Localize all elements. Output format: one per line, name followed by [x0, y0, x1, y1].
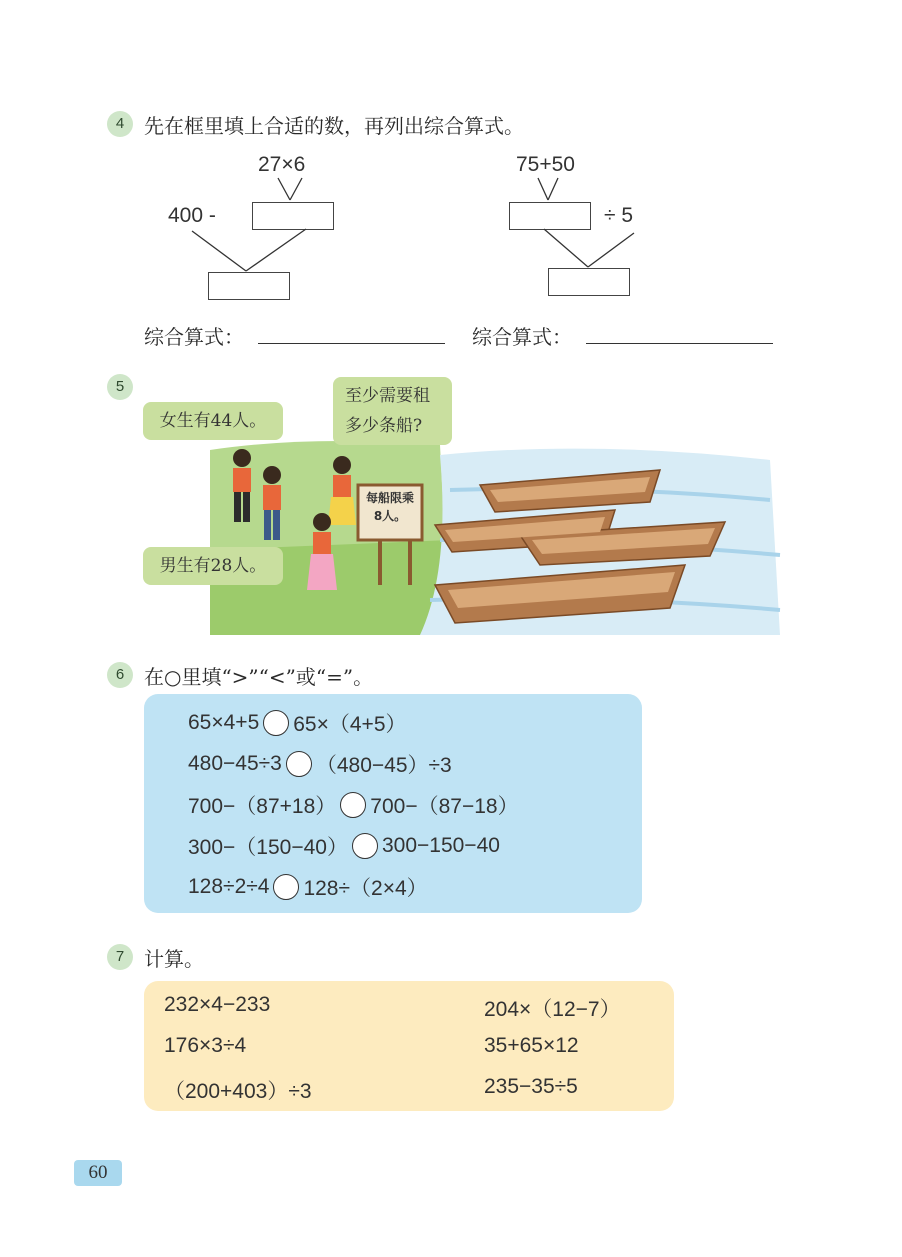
- calculation-item: 176×3÷4: [164, 1034, 247, 1057]
- tree-connector-lines: [0, 0, 902, 360]
- comparison-circle[interactable]: [352, 833, 378, 859]
- calculation-item: 204×（12−7）: [484, 998, 621, 1021]
- calculation-item: 35+65×12: [484, 1034, 579, 1057]
- comparison-row: [188, 831, 500, 861]
- calculation-item: （200+403）÷3: [164, 1080, 312, 1103]
- sign-line-1: 每船限乘: [365, 491, 414, 505]
- comparison-row: [188, 872, 428, 902]
- boys-count-bubble: [143, 547, 283, 585]
- comparison-left: 700−（87+18）: [188, 795, 337, 818]
- question-number-4: 4: [107, 111, 133, 137]
- right-top-expression: 75+50: [516, 153, 575, 176]
- question-6-instruction: 在○里填“>”“<”或“=”。: [144, 665, 374, 689]
- question-number-6: 6: [107, 662, 133, 688]
- question-bubble-line-2: 多少条船?: [345, 416, 423, 436]
- comparison-right: 700−（87−18）: [370, 795, 519, 818]
- comparison-right: 128÷（2×4）: [303, 877, 428, 900]
- question-bubble-line-1: 至少需要租: [345, 386, 430, 406]
- boat-sign: [358, 489, 422, 525]
- comparison-right: 65×（4+5）: [293, 713, 407, 736]
- girls-count-bubble: [143, 402, 283, 440]
- comparison-right: 300−150−40: [381, 834, 500, 857]
- comparison-left: 128÷2÷4: [188, 875, 270, 898]
- comparison-circle[interactable]: [273, 874, 299, 900]
- combined-answer-line-left[interactable]: [258, 343, 445, 344]
- question-4-instruction: 先在框里填上合适的数，再列出综合算式。: [144, 114, 524, 138]
- question-number-7: 7: [107, 944, 133, 970]
- sign-line-2: 8人。: [373, 509, 407, 523]
- comparison-circle[interactable]: [263, 710, 289, 736]
- comparison-circle[interactable]: [340, 792, 366, 818]
- left-top-expression: 27×6: [258, 153, 306, 176]
- comparison-left: 480−45÷3: [188, 752, 282, 775]
- comparison-left: 65×4+5: [188, 711, 260, 734]
- comparison-right: （480−45）÷3: [315, 754, 452, 777]
- comparison-circle[interactable]: [286, 751, 312, 777]
- question-bubble: [333, 377, 452, 445]
- combined-label-right: 综合算式：: [472, 325, 572, 349]
- comparison-row: [188, 790, 519, 820]
- boys-count-text: 男生有28人。: [159, 556, 267, 576]
- calculation-item: 235−35÷5: [484, 1075, 578, 1098]
- comparison-left: 300−（150−40）: [188, 836, 348, 859]
- comparison-row: [188, 749, 452, 779]
- page-number: 60: [74, 1160, 122, 1186]
- left-minuend: 400 -: [168, 204, 216, 227]
- boat-rental-illustration: [190, 430, 790, 640]
- question-number-5: 5: [107, 374, 133, 400]
- combined-label-left: 综合算式：: [144, 325, 244, 349]
- right-divisor: ÷ 5: [604, 204, 634, 227]
- calculation-item: 232×4−233: [164, 993, 271, 1016]
- comparison-row: [188, 708, 407, 738]
- question-7-instruction: 计算。: [144, 947, 204, 971]
- girls-count-text: 女生有44人。: [159, 411, 267, 431]
- combined-answer-line-right[interactable]: [586, 343, 773, 344]
